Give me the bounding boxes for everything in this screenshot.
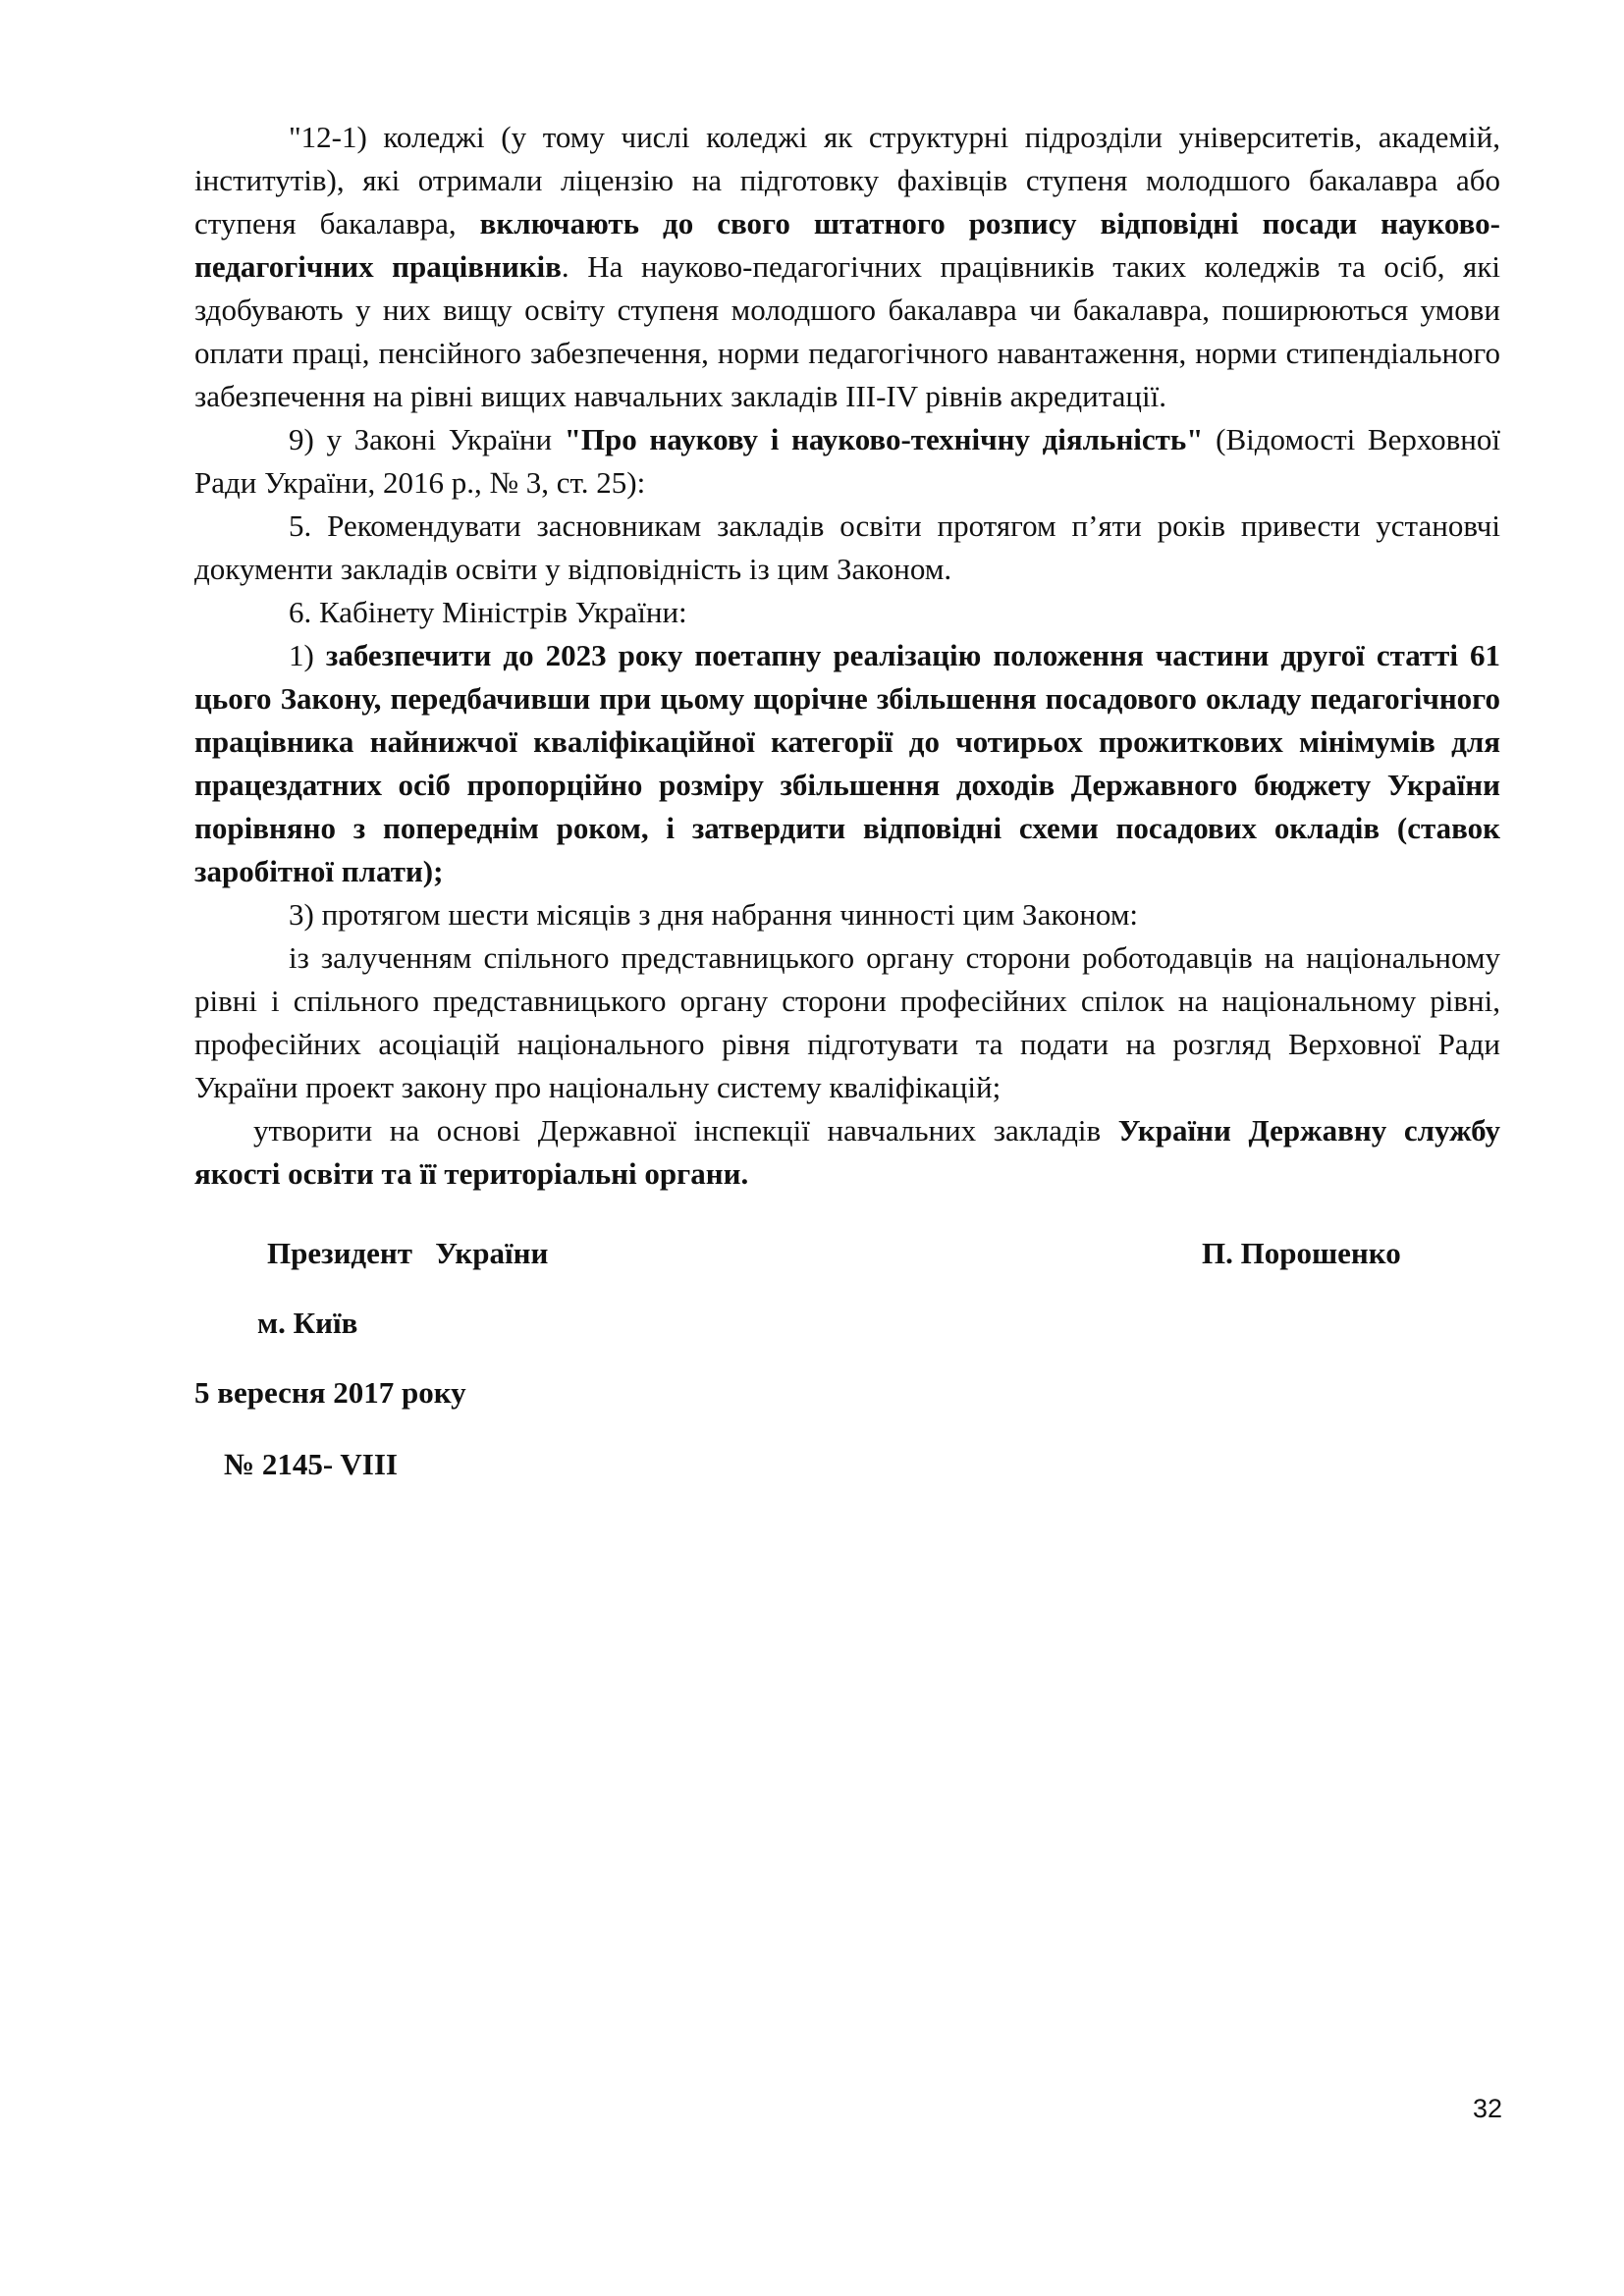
paragraph bbox=[194, 936, 1500, 1109]
text-run: 1) bbox=[289, 638, 326, 672]
signature-title: Президент України bbox=[267, 1236, 549, 1270]
law-number: № 2145- VIII bbox=[224, 1447, 398, 1481]
bold-text-run: України Державну службу якості освіти та її територіальні органи. bbox=[194, 1113, 1500, 1191]
paragraph bbox=[194, 418, 1500, 505]
text-run: утворити на основі Державної інспекції навчальних закладів bbox=[253, 1113, 1118, 1148]
paragraph bbox=[194, 893, 1500, 936]
paragraph bbox=[194, 634, 1500, 893]
text-run: "12-1) коледжі (у тому числі коледжі як структурні підрозділи університетів, академій, інститутів), які отримали ліцензію на підготовку фахівців ступеня молодшого бакалавра або ступеня бакалавра, bbox=[194, 120, 1500, 240]
text-run: із залученням спільного представницького органу сторони роботодавців на національному рівні і спільного представницького органу сторони професійних спілок на національному рівні, професійних асоціацій національного рівня підготувати та подати на розгляд Верховної Ради України проект закону про національну систему кваліфікацій; bbox=[194, 940, 1500, 1104]
text-run: (Відомості Верховної Ради України, 2016 р., № 3, ст. 25): bbox=[194, 422, 1500, 500]
bold-text-run: "Про наукову і науково-технічну діяльність" bbox=[564, 422, 1204, 456]
paragraph bbox=[194, 505, 1500, 591]
document-body bbox=[194, 116, 1500, 1196]
text-run: 6. Кабінету Міністрів України: bbox=[289, 595, 687, 629]
text-run: 9) у Законі України bbox=[289, 422, 565, 456]
page-number: 32 bbox=[1473, 2094, 1503, 2123]
paragraph bbox=[194, 116, 1500, 418]
paragraph bbox=[194, 1109, 1500, 1196]
text-run: . На науково-педагогічних працівників таких коледжів та осіб, які здобувають у них вищу освіту ступеня молодшого бакалавра чи бакалавра, поширюються умови оплати праці, пенсійного забезпечення, норми педагогічного навантаження, норми стипендіального забезпечення на рівні вищих навчальних закладів III-IV рівнів акредитації. bbox=[194, 249, 1500, 413]
text-run: 5. Рекомендувати засновникам закладів освіти протягом п’яти років привести установчі документи закладів освіти у відповідність із цим Законом. bbox=[194, 508, 1500, 586]
signature-city: м. Київ bbox=[257, 1306, 358, 1340]
bold-text-run: забезпечити до 2023 року поетапну реалізацію положення частини другої статті 61 цього Закону, передбачивши при цьому щорічне збільшення посадового окладу педагогічного працівника найнижчої кваліфікаційної категорії до чотирьох прожиткових мінімумів для працездатних осіб пропорційно розміру збільшення доходів Державного бюджету України порівняно з попереднім роком, і затвердити відповідні схеми посадових окладів (ставок заробітної плати); bbox=[194, 638, 1500, 888]
bold-text-run: включають до свого штатного розпису відповідні посади науково-педагогічних працівників bbox=[194, 206, 1500, 284]
signature-date: 5 вересня 2017 року bbox=[194, 1375, 466, 1410]
text-run: 3) протягом шести місяців з дня набрання чинності цим Законом: bbox=[289, 897, 1139, 932]
paragraph bbox=[194, 591, 1500, 634]
signature-name: П. Порошенко bbox=[1202, 1236, 1401, 1270]
